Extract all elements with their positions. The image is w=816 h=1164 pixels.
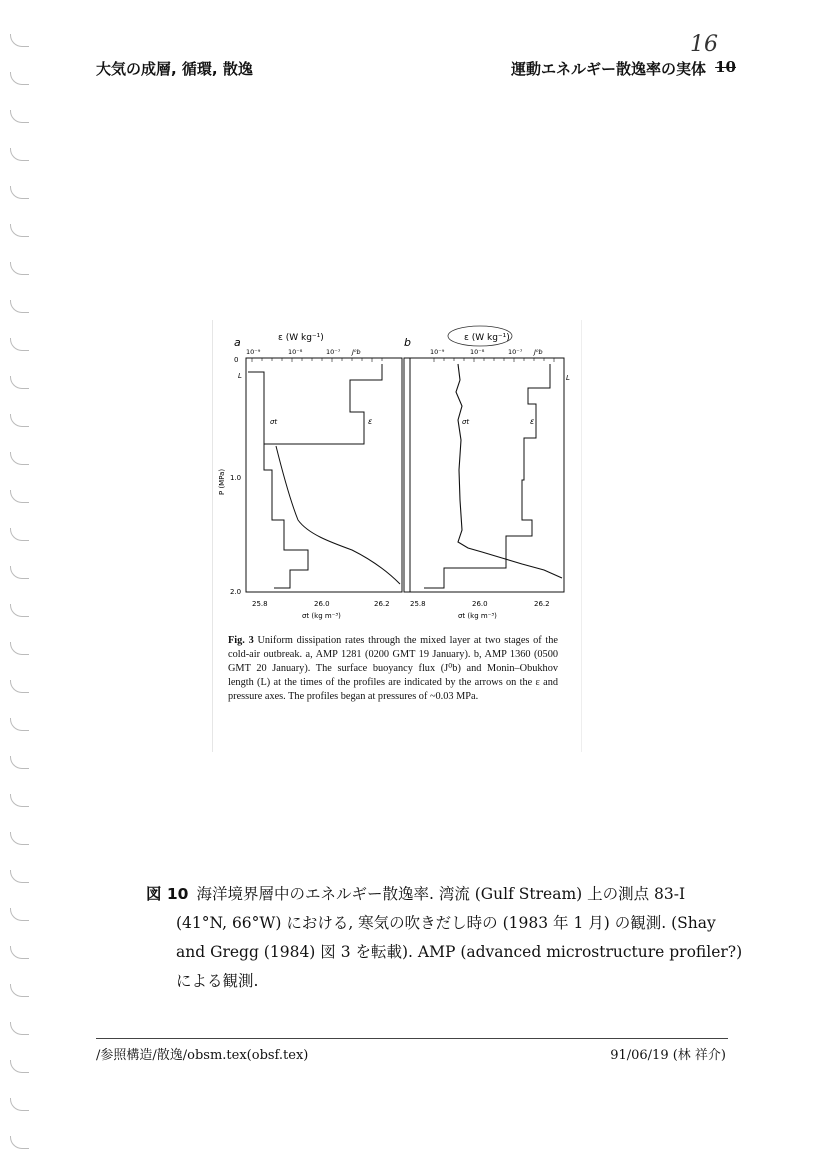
sigma-label-b: σt: [462, 418, 470, 426]
jb-label-b: J⁰b: [534, 348, 543, 356]
top-tick-a: 10⁻⁷: [326, 348, 341, 356]
binder-hole: [10, 414, 29, 427]
binder-hole: [10, 718, 29, 731]
binder-hole: [10, 1098, 29, 1111]
english-figure-caption: [228, 634, 558, 704]
panel-b-label: b: [404, 336, 411, 349]
epsilon-curve-label-a: ε: [368, 417, 373, 426]
handwritten-page-number: 16: [690, 32, 718, 57]
binder-hole: [10, 224, 29, 237]
x-tick-label-b: 26.2: [534, 600, 550, 608]
jb-label-a: J⁰b: [352, 348, 361, 356]
binder-hole: [10, 490, 29, 503]
epsilon-curve-label-b: ε: [530, 417, 535, 426]
binder-hole: [10, 34, 29, 47]
jp-caption-line-2: (41°N, 66°W) における, 寒気の吹きだし時の (1983 年 1 月) の観測. (Shay: [176, 914, 716, 932]
panel-a-epsilon-profile: [248, 364, 382, 444]
panel-b-frame: [404, 358, 564, 592]
top-tick-b: 10⁻⁷: [508, 348, 523, 356]
binder-hole: [10, 680, 29, 693]
footer-file-path: /参照構造/散逸/obsm.tex(obsf.tex): [96, 1048, 309, 1063]
binder-hole: [10, 110, 29, 123]
panel-a-epsilon-lower: [264, 444, 308, 588]
binder-hole: [10, 262, 29, 275]
binder-hole: [10, 756, 29, 769]
binder-hole: [10, 946, 29, 959]
binder-hole: [10, 1060, 29, 1073]
binder-hole: [10, 1022, 29, 1035]
binder-hole: [10, 566, 29, 579]
sigma-label-a: σt: [270, 418, 278, 426]
top-tick-b: 10⁻⁹: [430, 348, 445, 356]
L-label-b: L: [566, 374, 570, 382]
panel-a-sigma-profile: [276, 446, 400, 584]
top-tick-a: 10⁻⁹: [246, 348, 261, 356]
L-label-a: L: [238, 372, 242, 380]
jp-caption-line-3: and Gregg (1984) 図 3 を転載). AMP (advanced microstructure profiler?): [176, 943, 743, 961]
binder-hole: [10, 376, 29, 389]
y-axis-label: P (MPa): [218, 468, 226, 495]
x-tick-label-b: 26.0: [472, 600, 488, 608]
y-tick-label: 1.0: [230, 474, 242, 482]
binder-hole: [10, 338, 29, 351]
x-axis-label-a: σt (kg m⁻³): [302, 612, 341, 620]
binder-hole: [10, 452, 29, 465]
binder-hole: [10, 642, 29, 655]
binder-hole: [10, 604, 29, 617]
jp-caption-line: [146, 880, 726, 909]
x-tick-label-a: 25.8: [252, 600, 268, 608]
jp-caption-line-1: 海洋境界層中のエネルギー散逸率. 湾流 (Gulf Stream) 上の測点 83-I: [196, 885, 686, 903]
figure-plot: [212, 320, 580, 620]
x-tick-label-a: 26.2: [374, 600, 390, 608]
footer-rule: [96, 1038, 728, 1039]
page-header: [96, 32, 736, 82]
top-minor-ticks: [252, 358, 554, 362]
english-caption-text: Uniform dissipation rates through the mixed layer at two stages of the cold-air outbreak. a, AMP 1281 (0200 GMT 19 January). b, AMP 1360 (0500 GMT 20 January). The surface buoyancy flux (J⁰b) and Monin–Obukhov length (L) at the times of the profiles are indicated by the arrows on the ε and pressure axes. The profiles began at pressures of ~0.03 MPa.: [228, 635, 558, 702]
binder-hole: [10, 870, 29, 883]
panel-b-epsilon-label: ε (W kg⁻¹): [464, 333, 510, 343]
panel-b-epsilon-profile: [424, 364, 550, 588]
binder-hole: [10, 832, 29, 845]
binder-hole: [10, 908, 29, 921]
panel-b-sigma-profile: [456, 364, 562, 578]
binder-hole: [10, 148, 29, 161]
top-tick-a: 10⁻⁸: [288, 348, 303, 356]
panel-a-frame: [246, 358, 402, 592]
binder-hole: [10, 984, 29, 997]
binder-hole: [10, 300, 29, 313]
binder-hole: [10, 528, 29, 541]
top-tick-b: 10⁻⁸: [470, 348, 485, 356]
binder-hole: [10, 1136, 29, 1149]
x-tick-label-b: 25.8: [410, 600, 426, 608]
footer-date-author: 91/06/19 (林 祥介): [610, 1048, 726, 1063]
binder-hole: [10, 186, 29, 199]
binder-hole: [10, 72, 29, 85]
english-fig-number: Fig. 3: [228, 635, 254, 646]
japanese-figure-caption: [146, 880, 743, 996]
y-tick-label: 0: [234, 356, 239, 364]
header-section-title: 運動エネルギー散逸率の実体: [510, 60, 706, 78]
jp-figure-label: 図 10: [146, 885, 189, 903]
x-tick-label-a: 26.0: [314, 600, 330, 608]
binder-hole: [10, 794, 29, 807]
x-axis-label-b: σt (kg m⁻³): [458, 612, 497, 620]
jp-caption-line-4: による観測.: [176, 972, 259, 990]
y-tick-label: 2.0: [230, 588, 242, 596]
panel-a-epsilon-label: ε (W kg⁻¹): [278, 333, 324, 343]
panel-a-label: a: [234, 336, 241, 349]
page-number: 10: [715, 58, 736, 76]
header-chapter-title: 大気の成層, 循環, 散逸: [96, 60, 253, 78]
